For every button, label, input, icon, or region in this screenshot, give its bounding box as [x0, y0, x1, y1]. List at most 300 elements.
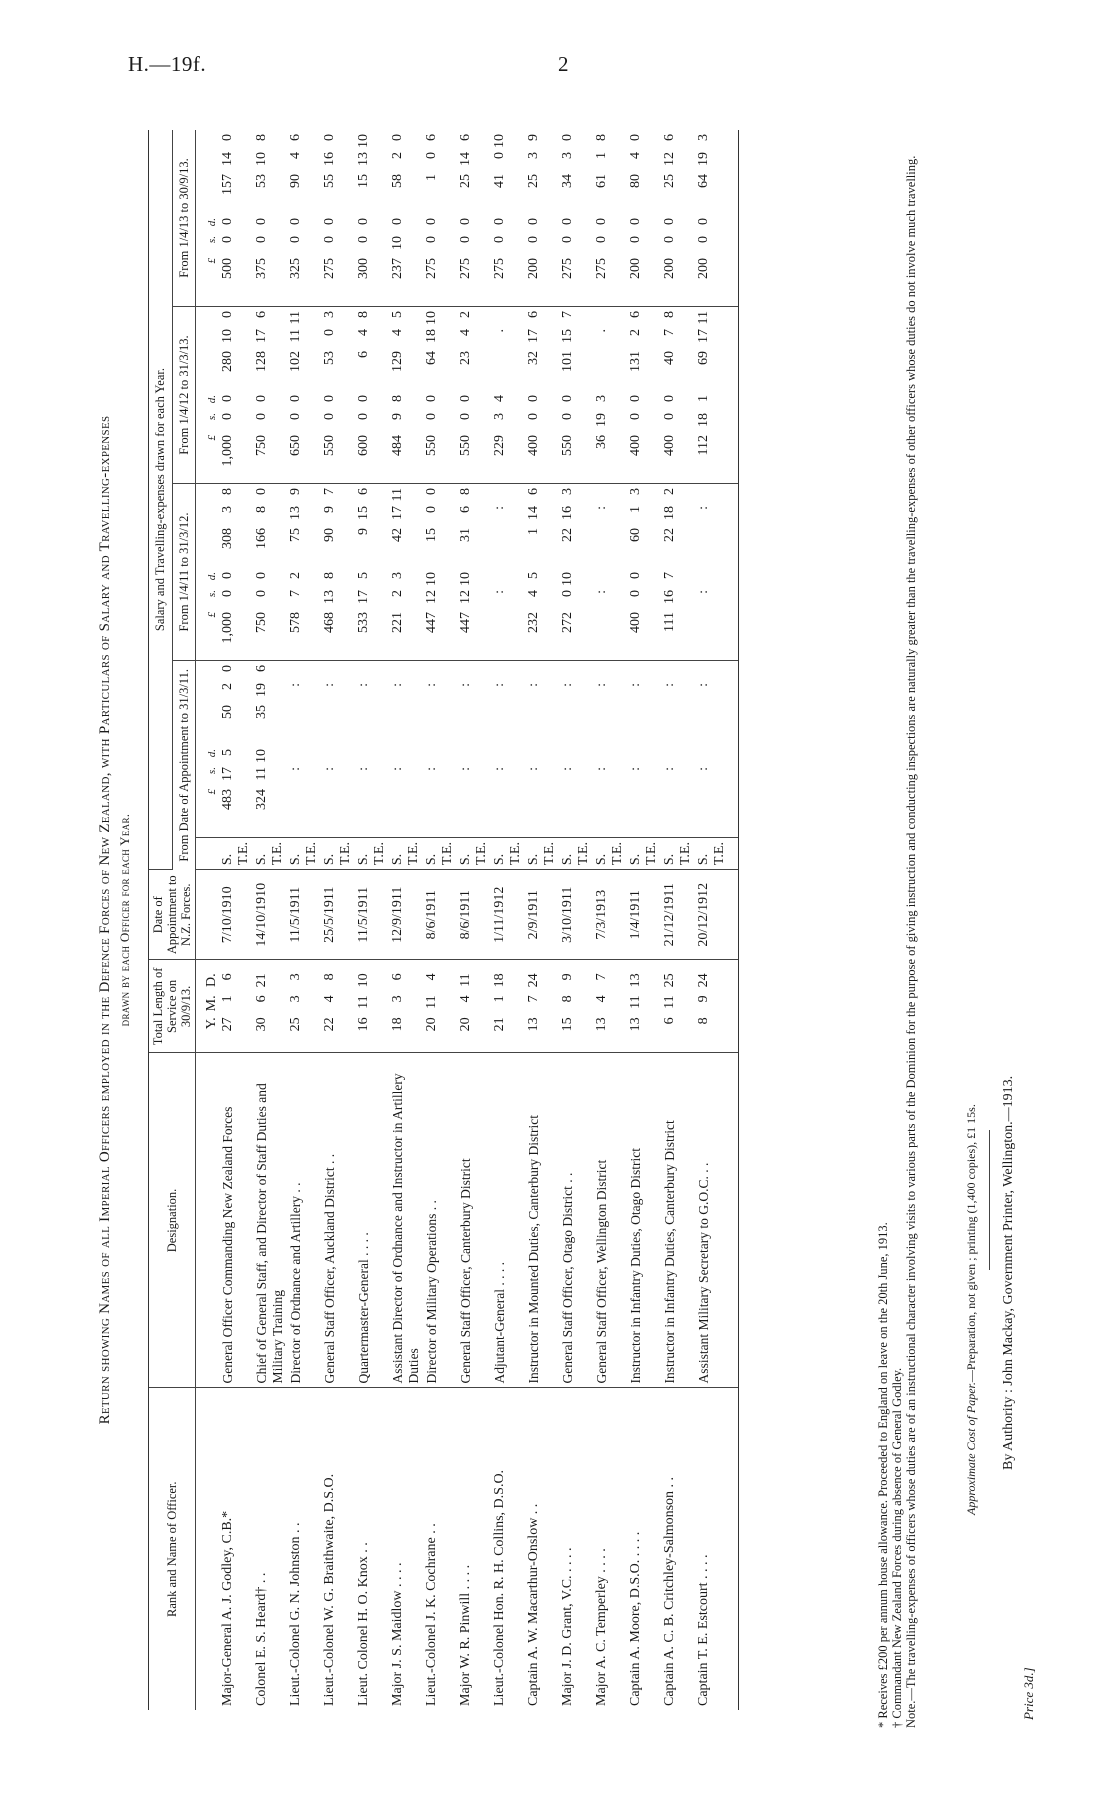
amount-part: 200	[662, 258, 677, 280]
amount-part: 237	[390, 258, 405, 280]
travel-amount	[526, 665, 542, 749]
expense-code: S.	[594, 853, 609, 866]
amount-part: 533	[356, 612, 371, 634]
amount-part: 53	[322, 351, 337, 366]
salary-amount	[356, 749, 372, 833]
officer-designation: Assistant Military Secretary to G.O.C. . .	[696, 1053, 739, 1388]
amount-part: 324	[254, 789, 269, 811]
officer-name: Captain A. W. Macarthur-Onslow . .	[526, 1503, 541, 1706]
salary-amount	[356, 218, 372, 302]
amount-period-3	[594, 307, 628, 484]
amount-part: 0	[560, 395, 575, 403]
salary-amount	[424, 218, 440, 302]
amount-part: :	[356, 683, 371, 687]
amount-period-4	[288, 130, 322, 307]
service-part: 11	[356, 995, 371, 1009]
salary-amount	[458, 572, 474, 656]
col-period-1-header: From Date of Appointment to 31/3/11.	[172, 661, 196, 870]
amount-part: 102	[288, 351, 303, 373]
service-part: 8	[696, 1017, 711, 1025]
amount-part: 112	[696, 435, 711, 456]
appointment-date: 8/6/1911	[458, 870, 492, 960]
travel-amount	[594, 488, 610, 572]
service-part: 13	[628, 973, 643, 988]
amount-part: 166	[254, 528, 269, 550]
amount-part: 4	[492, 395, 507, 403]
amount-part: 75	[288, 528, 303, 543]
amount-period-4	[424, 130, 458, 307]
amount-period-1	[356, 661, 390, 838]
amount-period-3	[526, 307, 560, 484]
service-part: 11	[662, 995, 677, 1009]
appointment-date: 21/12/1911	[662, 870, 696, 960]
amount-part: 8	[662, 311, 677, 319]
salary-amount	[322, 572, 338, 656]
service-part: 20	[458, 1017, 473, 1032]
amount-part: 0	[424, 506, 439, 514]
amount-part: 17	[220, 767, 235, 782]
amount-part: :	[288, 683, 303, 687]
amount-part: :	[356, 767, 371, 771]
service-part: 11	[458, 973, 473, 987]
footnote-asterisk: * Receives £200 per annum house allowance. Proceeded to England on leave on the 20th June, 1913.	[876, 1222, 890, 1728]
officer-designation: Quartermaster-General . . . .	[356, 1053, 390, 1388]
amount-period-1	[492, 661, 526, 838]
amount-part: 0	[458, 236, 473, 244]
amount-period-3	[390, 307, 424, 484]
amount-part: 32	[526, 351, 541, 366]
amount-part: 0	[560, 218, 575, 226]
service-part: 13	[628, 1017, 643, 1032]
amount-part: 0	[628, 413, 643, 421]
amount-part: 0	[560, 590, 575, 598]
amount-part: :	[526, 767, 541, 771]
travel-amount	[288, 488, 304, 572]
amount-part: 7	[560, 311, 575, 319]
table-row	[424, 130, 458, 1710]
salary-amount	[220, 218, 236, 302]
amount-period-3	[356, 307, 390, 484]
service-part: 4	[424, 973, 439, 981]
amount-part: 1	[526, 528, 541, 536]
travel-amount	[458, 311, 474, 395]
travel-amount	[458, 134, 474, 218]
travel-amount	[560, 134, 576, 218]
service-part: 18	[492, 973, 507, 988]
service-length	[220, 960, 254, 1053]
salary-amount	[458, 395, 474, 479]
amount-part: 22	[560, 528, 575, 543]
amount-part: :	[628, 683, 643, 687]
travel-amount	[492, 311, 508, 395]
salary-amount	[662, 395, 678, 479]
salary-amount	[628, 572, 644, 656]
expense-codes	[492, 838, 526, 870]
amount-period-2	[322, 484, 356, 661]
salary-amount	[696, 218, 712, 302]
amount-part: :	[628, 767, 643, 771]
amount-period-1	[662, 661, 696, 838]
service-part: 13	[526, 1017, 541, 1032]
travel-amount	[594, 134, 610, 218]
travel-amount	[696, 134, 712, 218]
amount-period-1	[696, 661, 739, 838]
amount-part: 6	[356, 351, 371, 359]
salary-amount	[560, 395, 576, 479]
officer-name: Colonel E. S. Heard† . .	[254, 1572, 269, 1706]
amount-part: 0	[254, 413, 269, 421]
amount-part: 18	[424, 329, 439, 344]
amount-part: 13	[322, 590, 337, 605]
officer-name: Captain A. Moore, D.S.O. . . . .	[628, 1531, 643, 1706]
amount-period-4	[492, 130, 526, 307]
amount-period-2	[628, 484, 662, 661]
amount-part: 3	[628, 488, 643, 496]
amount-part: 3	[220, 506, 235, 514]
amount-part: 0	[220, 413, 235, 421]
amount-part: 10	[220, 329, 235, 344]
travel-amount	[288, 665, 304, 749]
travel-amount	[662, 488, 678, 572]
amount-part: 0	[526, 395, 541, 403]
expense-code: S.	[560, 853, 575, 866]
amount-part: 0	[322, 134, 337, 142]
amount-part: 17	[526, 329, 541, 344]
amount-part: 15	[424, 528, 439, 543]
amount-part: 6	[424, 134, 439, 142]
amount-part: 7	[322, 488, 337, 496]
amount-part: 14	[526, 506, 541, 521]
amount-part: 275	[492, 258, 507, 280]
amount-part: 8	[390, 395, 405, 403]
officer-name: Major-General A. J. Godley, C.B.*	[220, 1510, 235, 1706]
amount-period-2	[458, 484, 492, 661]
appointment-date: 11/5/1911	[356, 870, 390, 960]
officer-name: Captain A. C. B. Critchley-Salmonson . .	[662, 1476, 677, 1706]
amount-part: 4	[526, 590, 541, 598]
amount-part: 11	[254, 767, 269, 781]
officer-name: Major W. R. Pinwill . . . .	[458, 1564, 473, 1706]
amount-period-3	[560, 307, 594, 484]
amount-part: 0	[288, 236, 303, 244]
expense-code: T.E.	[610, 842, 625, 866]
amount-part: 12	[662, 152, 677, 167]
amount-part: 6	[288, 134, 303, 142]
officer-designation: Assistant Director of Ordnance and Instructor in Artillery Duties	[390, 1053, 424, 1388]
service-part: 7	[594, 973, 609, 981]
imprint-divider	[989, 1130, 990, 1270]
amount-part: 15	[356, 174, 371, 189]
amount-part: 0	[628, 590, 643, 598]
amount-part: :	[492, 506, 507, 510]
salary-amount	[492, 395, 508, 479]
amount-period-3	[696, 307, 739, 484]
approximate-cost-line	[964, 1104, 979, 1515]
col-period-4-header: From 1/4/13 to 30/9/13.	[172, 130, 196, 307]
expense-codes	[390, 838, 424, 870]
amount-part: 6	[356, 488, 371, 496]
amount-part: 12	[458, 590, 473, 605]
salary-amount	[492, 572, 508, 656]
travel-amount	[526, 488, 542, 572]
service-length	[628, 960, 662, 1053]
amount-part: 55	[322, 174, 337, 189]
salary-amount	[254, 395, 270, 479]
travel-amount	[322, 665, 338, 749]
amount-period-1	[220, 661, 254, 838]
salary-amount	[424, 395, 440, 479]
salary-amount	[628, 749, 644, 833]
travel-amount	[696, 665, 712, 749]
amount-part: 447	[424, 612, 439, 634]
amount-period-1	[458, 661, 492, 838]
amount-part: :	[322, 767, 337, 771]
amount-part: :	[560, 683, 575, 687]
service-part: 8	[560, 995, 575, 1003]
amount-part: 0	[322, 218, 337, 226]
salary-amount	[560, 218, 576, 302]
expense-codes	[696, 838, 739, 870]
amount-part: 8	[322, 572, 337, 580]
salary-amount	[458, 749, 474, 833]
expense-codes	[356, 838, 390, 870]
amount-part: 375	[254, 258, 269, 280]
service-part: 9	[696, 995, 711, 1003]
amount-part: 131	[628, 351, 643, 373]
appointment-date: 25/5/1911	[322, 870, 356, 960]
appointment-date: 20/12/1912	[696, 870, 739, 960]
service-part: 6	[662, 1017, 677, 1025]
amount-part: 0	[560, 236, 575, 244]
amount-part: :	[594, 590, 609, 594]
travel-amount	[594, 665, 610, 749]
travel-amount	[288, 134, 304, 218]
table-row	[220, 130, 254, 1710]
amount-part: 0	[220, 590, 235, 598]
amount-part: 3	[526, 152, 541, 160]
amount-part: :	[458, 767, 473, 771]
page-number: 2	[558, 52, 569, 76]
amount-part: 272	[560, 612, 575, 634]
salary-amount	[322, 218, 338, 302]
amount-period-3	[288, 307, 322, 484]
table-row	[322, 130, 356, 1710]
salary-amount	[628, 395, 644, 479]
amount-part: 0	[288, 218, 303, 226]
amount-part: 0	[254, 218, 269, 226]
service-part: 4	[322, 995, 337, 1003]
amount-part: 500	[220, 258, 235, 280]
salary-amount	[424, 572, 440, 656]
amount-period-3	[322, 307, 356, 484]
salary-amount	[390, 395, 406, 479]
amount-part: 0	[560, 413, 575, 421]
amount-part: 0	[254, 395, 269, 403]
salary-amount	[288, 749, 304, 833]
amount-part: 221	[390, 612, 405, 634]
service-length	[526, 960, 560, 1053]
officers-table-body	[196, 130, 739, 1710]
amount-part: 0	[220, 218, 235, 226]
service-part: 3	[288, 995, 303, 1003]
travel-amount	[628, 134, 644, 218]
salary-amount	[526, 395, 542, 479]
amount-part: :	[594, 506, 609, 510]
amount-part: 447	[458, 612, 473, 634]
travel-amount	[526, 134, 542, 218]
amount-part: 300	[356, 258, 371, 280]
amount-part: 8	[458, 488, 473, 496]
amount-part: .	[492, 329, 507, 333]
service-length	[560, 960, 594, 1053]
amount-part: 101	[560, 351, 575, 373]
salary-amount	[560, 749, 576, 833]
travel-amount	[288, 311, 304, 395]
amount-part: 5	[390, 311, 405, 319]
amount-part: 578	[288, 612, 303, 634]
expense-codes	[594, 838, 628, 870]
travel-amount	[424, 665, 440, 749]
service-part: 25	[288, 1017, 303, 1032]
amount-part: 0	[662, 413, 677, 421]
amount-part: 40	[662, 351, 677, 366]
service-part: 21	[492, 1017, 507, 1032]
travel-amount	[458, 488, 474, 572]
amount-period-4	[254, 130, 288, 307]
amount-part: 0	[424, 152, 439, 160]
service-length	[356, 960, 390, 1053]
col-salary-group-header: Salary and Travelling-expenses drawn for each Year.	[149, 130, 173, 870]
expense-code: S.	[254, 853, 269, 866]
amount-part: 0	[288, 395, 303, 403]
salary-amount	[526, 218, 542, 302]
expense-code: S.	[458, 853, 473, 866]
travel-amount	[662, 311, 678, 395]
amount-part: 7	[662, 572, 677, 580]
service-part: 8	[322, 973, 337, 981]
salary-amount	[390, 218, 406, 302]
amount-period-2	[390, 484, 424, 661]
amount-part: 23	[458, 351, 473, 366]
travel-amount	[322, 134, 338, 218]
officer-designation: General Officer Commanding New Zealand Forces	[220, 1053, 254, 1388]
amount-period-2	[492, 484, 526, 661]
col-appointment-header: Date of Appointment to N.Z. Forces.	[149, 870, 196, 960]
travel-amount	[492, 488, 508, 572]
amount-period-2	[526, 484, 560, 661]
service-length	[696, 960, 739, 1053]
travel-amount	[254, 311, 270, 395]
salary-amount	[288, 218, 304, 302]
amount-part: 308	[220, 528, 235, 550]
service-part: 21	[254, 973, 269, 988]
amount-part: 275	[424, 258, 439, 280]
amount-part: 3	[594, 395, 609, 403]
amount-part: .	[594, 329, 609, 333]
amount-part: 7	[288, 590, 303, 598]
amount-part: 0	[424, 395, 439, 403]
officer-designation: Instructor in Infantry Duties, Otago District	[628, 1053, 662, 1388]
amount-part: 0	[220, 311, 235, 319]
amount-part: 0	[356, 395, 371, 403]
lsd-units-1: £s.d.	[196, 661, 221, 838]
amount-period-2	[560, 484, 594, 661]
expense-code: S.	[696, 853, 711, 866]
amount-period-2	[288, 484, 322, 661]
amount-part: 10	[356, 134, 371, 149]
amount-part: :	[390, 683, 405, 687]
col-rank-header: Rank and Name of Officer.	[149, 1388, 196, 1710]
expense-code: T.E.	[270, 842, 285, 866]
expense-codes	[322, 838, 356, 870]
salary-amount	[220, 572, 236, 656]
amount-part: 0	[696, 236, 711, 244]
amount-part: 6	[254, 311, 269, 319]
amount-period-4	[560, 130, 594, 307]
amount-part: 25	[662, 174, 677, 189]
amount-period-3	[254, 307, 288, 484]
travel-amount	[662, 665, 678, 749]
service-length	[254, 960, 288, 1053]
amount-period-4	[526, 130, 560, 307]
appointment-date: 12/9/1911	[390, 870, 424, 960]
service-part: 3	[390, 995, 405, 1003]
travel-amount	[560, 488, 576, 572]
amount-part: 0	[322, 395, 337, 403]
salary-amount	[594, 572, 610, 656]
amount-period-3	[458, 307, 492, 484]
officer-name: Major A. C. Temperley . . . .	[594, 1548, 609, 1706]
expense-codes	[424, 838, 458, 870]
amount-part: 0	[662, 218, 677, 226]
amount-part: 12	[424, 590, 439, 605]
amount-part: 128	[254, 351, 269, 373]
amount-part: 15	[356, 506, 371, 521]
amount-part: :	[424, 767, 439, 771]
table-row	[526, 130, 560, 1710]
expense-code: S.	[356, 853, 371, 866]
salary-amount	[594, 395, 610, 479]
officer-designation: Adjutant-General . . . .	[492, 1053, 526, 1388]
amount-part: 0	[424, 413, 439, 421]
expense-codes	[662, 838, 696, 870]
amount-period-4	[628, 130, 662, 307]
service-part: 27	[220, 1017, 235, 1032]
amount-part: 200	[526, 258, 541, 280]
amount-part: 0	[424, 236, 439, 244]
amount-part: :	[594, 683, 609, 687]
amount-part: :	[458, 683, 473, 687]
service-part: 22	[322, 1017, 337, 1032]
service-part: 3	[288, 973, 303, 981]
amount-part: 1	[696, 395, 711, 403]
amount-period-2	[594, 484, 628, 661]
service-part: 25	[662, 973, 677, 988]
travel-amount	[696, 311, 712, 395]
amount-part: 11	[390, 488, 405, 502]
amount-part: :	[662, 767, 677, 771]
travel-amount	[458, 665, 474, 749]
officer-designation: General Staff Officer, Auckland District . .	[322, 1053, 356, 1388]
expense-code: T.E.	[508, 842, 523, 866]
amount-part: 1,000	[220, 612, 235, 644]
amount-part: 6	[458, 134, 473, 142]
service-length	[594, 960, 628, 1053]
amount-part: 0	[356, 236, 371, 244]
table-row	[662, 130, 696, 1710]
amount-part: 14	[458, 152, 473, 167]
service-part: 20	[424, 1017, 439, 1032]
